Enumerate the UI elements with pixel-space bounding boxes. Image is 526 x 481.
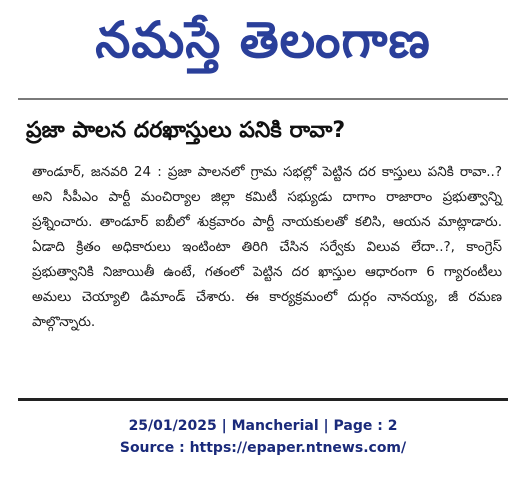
source-caption: Source : https://epaper.ntnews.com/ <box>119 440 407 456</box>
bottom-rule-divider <box>18 398 508 401</box>
edition-caption: 25/01/2025 | Mancherial | Page : 2 <box>128 418 398 434</box>
top-rule-divider <box>18 98 508 100</box>
article-clipping <box>8 92 518 402</box>
masthead-logo-text: నమస్తే తెలంగాణ <box>95 11 431 69</box>
newspaper-masthead <box>0 0 526 86</box>
article-body: తాండూర్, జనవరి 24 : ప్రజా పాలనలో గ్రామ సభల్లో పెట్టిన దర కాస్తులు పనికి రావా..? అని సీపీఎం పార్టీ మంచిర్యాల జిల్లా కమిటీ సభ్యుడు దాగాం రాజారాం ప్రభుత్వాన్ని ప్రశ్నించారు. తాండూర్ ఐబీలో శుక్రవారం పార్టీ నాయకులతో కలిసి, ఆయన మాట్లాడారు. ఏడాది క్రితం అధికారులు ఇంటింటా తిరిగి చేసిన సర్వేకు విలువ లేదా..?, కాంగ్రెస్ ప్రభుత్వానికి నిజాయితీ ఉంటే, గతంలో పెట్టిన దర ఖాస్తుల ఆధారంగా 6 గ్యారంటీలు అమలు చెయ్యాలి డిమాండ్ చేశారు. ఈ కార్యక్రమంలో దుర్గం నానయ్య, జీ రమణ పాల్గొన్నారు. <box>32 164 502 330</box>
article-headline: ప్రజా పాలన దరఖాస్తులు పనికి రావా? <box>26 118 346 143</box>
